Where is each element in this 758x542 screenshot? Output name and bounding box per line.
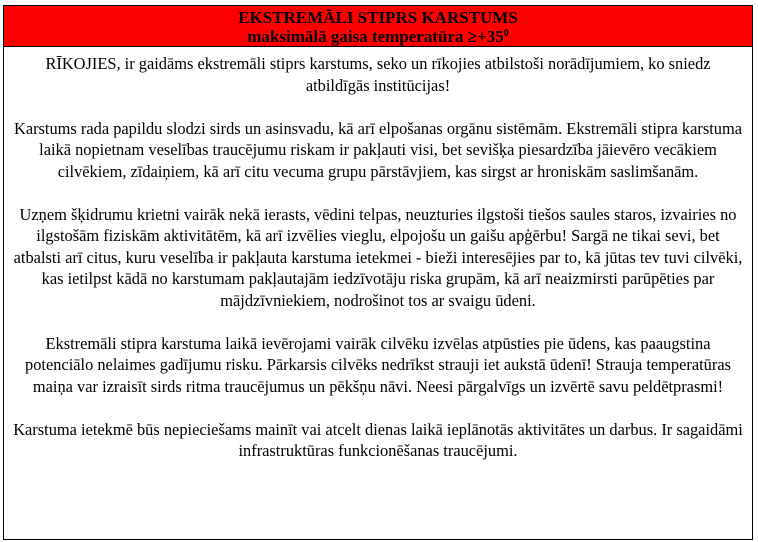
warning-header (4, 6, 752, 47)
paragraph-advice: Uzņem šķidrumu krietni vairāk nekā ierasts, vēdini telpas, neuzturies ilgstoši tiešos saules staros, izvairies no ilgstošām fiziskām aktivitātēm, kā arī izvēlies vieglu, elpojošu un gaišu apģērbu! Sargā ne tikai sevi, bet atbalsti arī citus, kuru veselība ir pakļauta karstuma ietekmei - bieži interesējies par to, kā jūtas tev tuvi cilvēki, kas ietilpst kādā no karstumam pakļautajām iedzīvotāju riska grupām, kā arī neaizmirsti parūpēties par mājdzīvniekiem, nodrošinot tos ar svaigu ūdeni. (13, 204, 743, 310)
warning-subtitle (4, 27, 752, 46)
warning-body (4, 47, 752, 462)
paragraph-health-risk: Karstums rada papildu slodzi sirds un asinsvadu, kā arī elpošanas orgānu sistēmām. Ekstremāli stipra karstuma laikā nopietnam veselības traucējumu riskam ir pakļauti visi, bet sevišķa piesardzība jāievēro vecākiem cilvēkiem, zīdaiņiem, kā arī citu vecuma grupu pārstāvjiem, kas sirgst ar hroniskām saslimšanām. (13, 118, 742, 181)
paragraph-disruption: Karstuma ietekmē būs nepieciešams mainīt vai atcelt dienas laikā ieplānotās aktivitātes un darbus. Ir sagaidāmi infrastruktūras funkcionēšanas traucējumi. (13, 419, 743, 460)
paragraph-water-safety: Ekstremāli stipra karstuma laikā ievērojami vairāk cilvēku izvēlas atpūsties pie ūdens, kas paaugstina potenciālo nelaimes gadījumu risku. Pārkarsis cilvēks nedrīkst strauji iet aukstā ūdenī! Strauja temperatūras maiņa var izraisīt sirds ritma traucējumus un pēkšņu nāvi. Neesi pārgalvīgs un izvērtē savu peldētprasmi! (25, 333, 731, 396)
paragraph-action: RĪKOJIES, ir gaidāms ekstremāli stiprs karstums, seko un rīkojies atbilstoši norādījumiem, ko sniedz atbildīgās institūcijas! (45, 54, 711, 95)
warning-subtitle-text: maksimālā gaisa temperatūra ≥+35 (247, 27, 504, 46)
warning-title: EKSTREMĀLI STIPRS KARSTUMS (238, 8, 518, 27)
degree-mark: 0 (503, 28, 509, 39)
warning-table (3, 5, 753, 540)
